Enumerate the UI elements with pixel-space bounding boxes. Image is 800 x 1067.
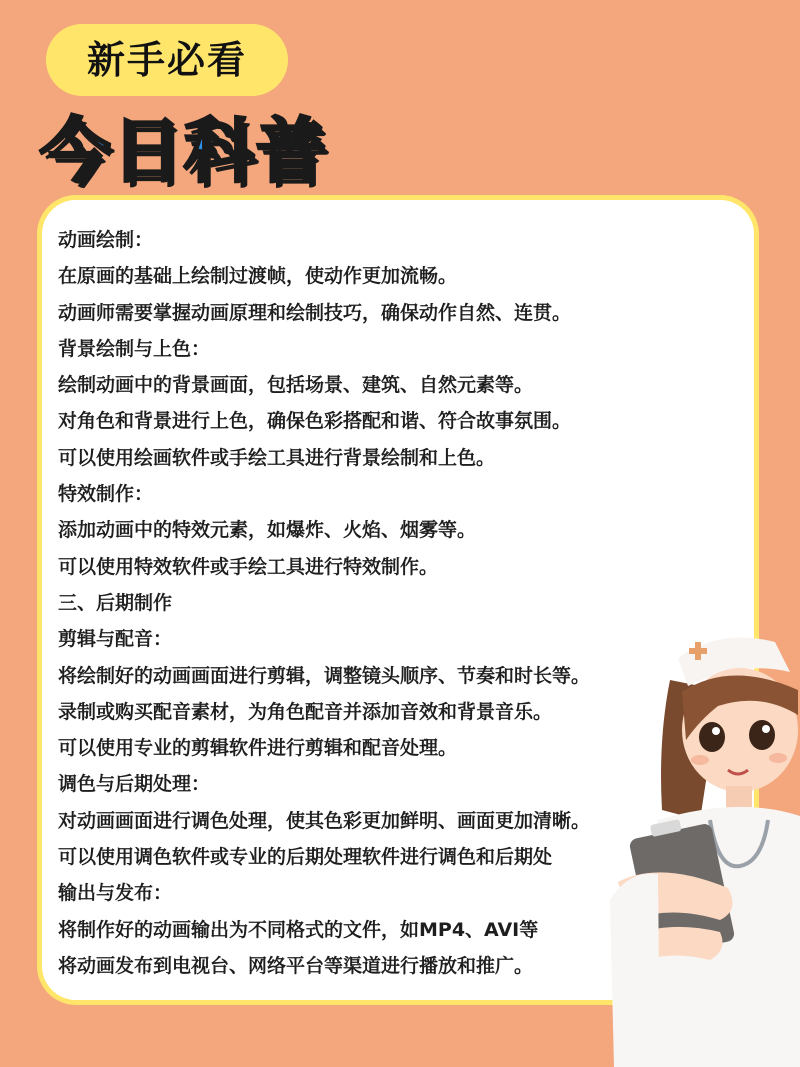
content-line: 在原画的基础上绘制过渡帧，使动作更加流畅。 <box>58 265 458 288</box>
content-line: 可以使用绘画软件或手绘工具进行背景绘制和上色。 <box>58 446 496 469</box>
content-line: 动画师需要掌握动画原理和绘制技巧，确保动作自然、连贯。 <box>58 301 572 324</box>
content-line: 三、后期制作 <box>58 591 173 614</box>
badge-text: 新手必看 <box>86 38 247 82</box>
content-line: 将动画发布到电视台、网络平台等渠道进行播放和推广。 <box>58 954 534 977</box>
header-badge <box>46 24 288 96</box>
content-line: 背景绘制与上色： <box>58 337 211 360</box>
content-line: 特效制作： <box>58 483 154 506</box>
content-line: 输出与发布： <box>58 882 173 905</box>
content-line: 调色与后期处理： <box>58 773 211 796</box>
content-line: 动画绘制： <box>58 229 154 251</box>
content-line: 对动画画面进行调色处理，使其色彩更加鲜明、画面更加清晰。 <box>58 809 591 832</box>
content-line: 添加动画中的特效元素，如爆炸、火焰、烟雾等。 <box>58 519 477 542</box>
content-line: 对角色和背景进行上色，确保色彩搭配和谐、符合故事氛围。 <box>58 410 572 433</box>
content-line: 可以使用专业的剪辑软件进行剪辑和配音处理。 <box>58 737 458 760</box>
content-line: 可以使用特效软件或手绘工具进行特效制作。 <box>58 555 439 578</box>
content-line: 将绘制好的动画画面进行剪辑，调整镜头顺序、节奏和时长等。 <box>58 664 591 687</box>
content-line: 可以使用调色软件或专业的后期处理软件进行调色和后期处 <box>58 846 553 869</box>
content-line: 将制作好的动画输出为不同格式的文件，如MP4、AVI等 <box>58 918 539 941</box>
nurse-cartoon-illustration <box>600 620 800 1067</box>
content-line: 剪辑与配音： <box>58 628 173 651</box>
content-line: 绘制动画中的背景画面，包括场景、建筑、自然元素等。 <box>58 374 534 397</box>
page-title: 今日科普 <box>40 110 328 192</box>
content-line: 录制或购买配音素材，为角色配音并添加音效和背景音乐。 <box>58 700 553 723</box>
